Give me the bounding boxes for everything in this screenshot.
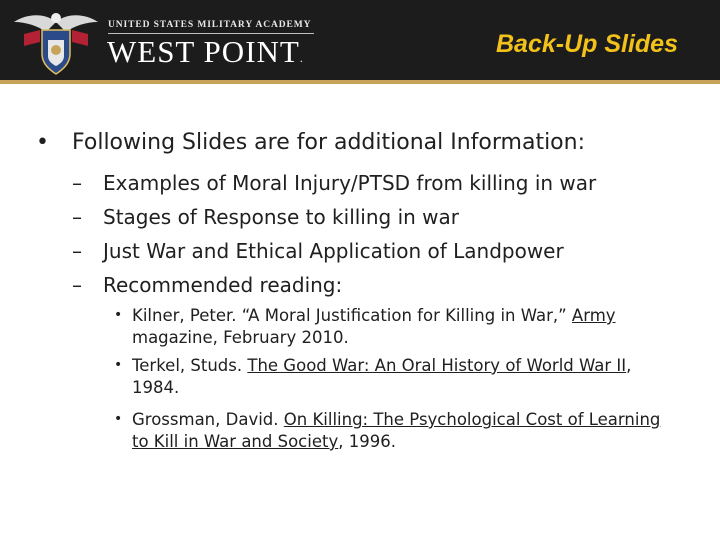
bullet-dot: •: [36, 130, 49, 155]
sub-item-stages: Stages of Response to killing in war: [103, 205, 460, 229]
header-bar: [0, 0, 720, 80]
dash-bullet: –: [72, 273, 82, 297]
logo-trademark: .: [299, 51, 304, 65]
book-title: On Killing: The Psychological Cost of Learning to Kill in War and Society: [132, 410, 661, 451]
reading-item-kilner: [132, 305, 677, 349]
publication-title: Army: [571, 306, 616, 325]
citation-text: magazine, February 2010.: [132, 328, 349, 347]
reading-item-grossman: [132, 409, 677, 453]
sub-item-reading: Recommended reading:: [103, 273, 343, 297]
west-point-logotype: [107, 34, 304, 70]
academy-name: UNITED STATES MILITARY ACADEMY: [108, 20, 312, 30]
reading-item-terkel: [132, 355, 677, 399]
west-point-crest-icon: [10, 8, 102, 76]
header-gold-rule: [0, 80, 720, 84]
intro-bullet: Following Slides are for additional Information:: [72, 130, 585, 155]
bullet-dot: •: [114, 411, 123, 427]
book-title: The Good War: An Oral History of World War II: [247, 356, 627, 375]
citation-text: , 1984.: [132, 356, 632, 397]
slide-title: Back-Up Slides: [495, 30, 678, 58]
bullet-dot: •: [114, 357, 123, 373]
citation-text: , 1996.: [338, 432, 396, 451]
dash-bullet: –: [72, 205, 82, 229]
sub-item-just-war: Just War and Ethical Application of Landpower: [103, 239, 564, 263]
citation-text: Terkel, Studs.: [132, 356, 248, 375]
dash-bullet: –: [72, 171, 82, 195]
dash-bullet: –: [72, 239, 82, 263]
sub-item-moral-injury: Examples of Moral Injury/PTSD from killing in war: [103, 171, 597, 195]
bullet-dot: •: [114, 307, 123, 323]
citation-text: Grossman, David.: [132, 410, 284, 429]
citation-text: Kilner, Peter. “A Moral Justification for Killing in War,”: [132, 306, 572, 325]
logo-text: WEST POINT: [107, 34, 300, 69]
